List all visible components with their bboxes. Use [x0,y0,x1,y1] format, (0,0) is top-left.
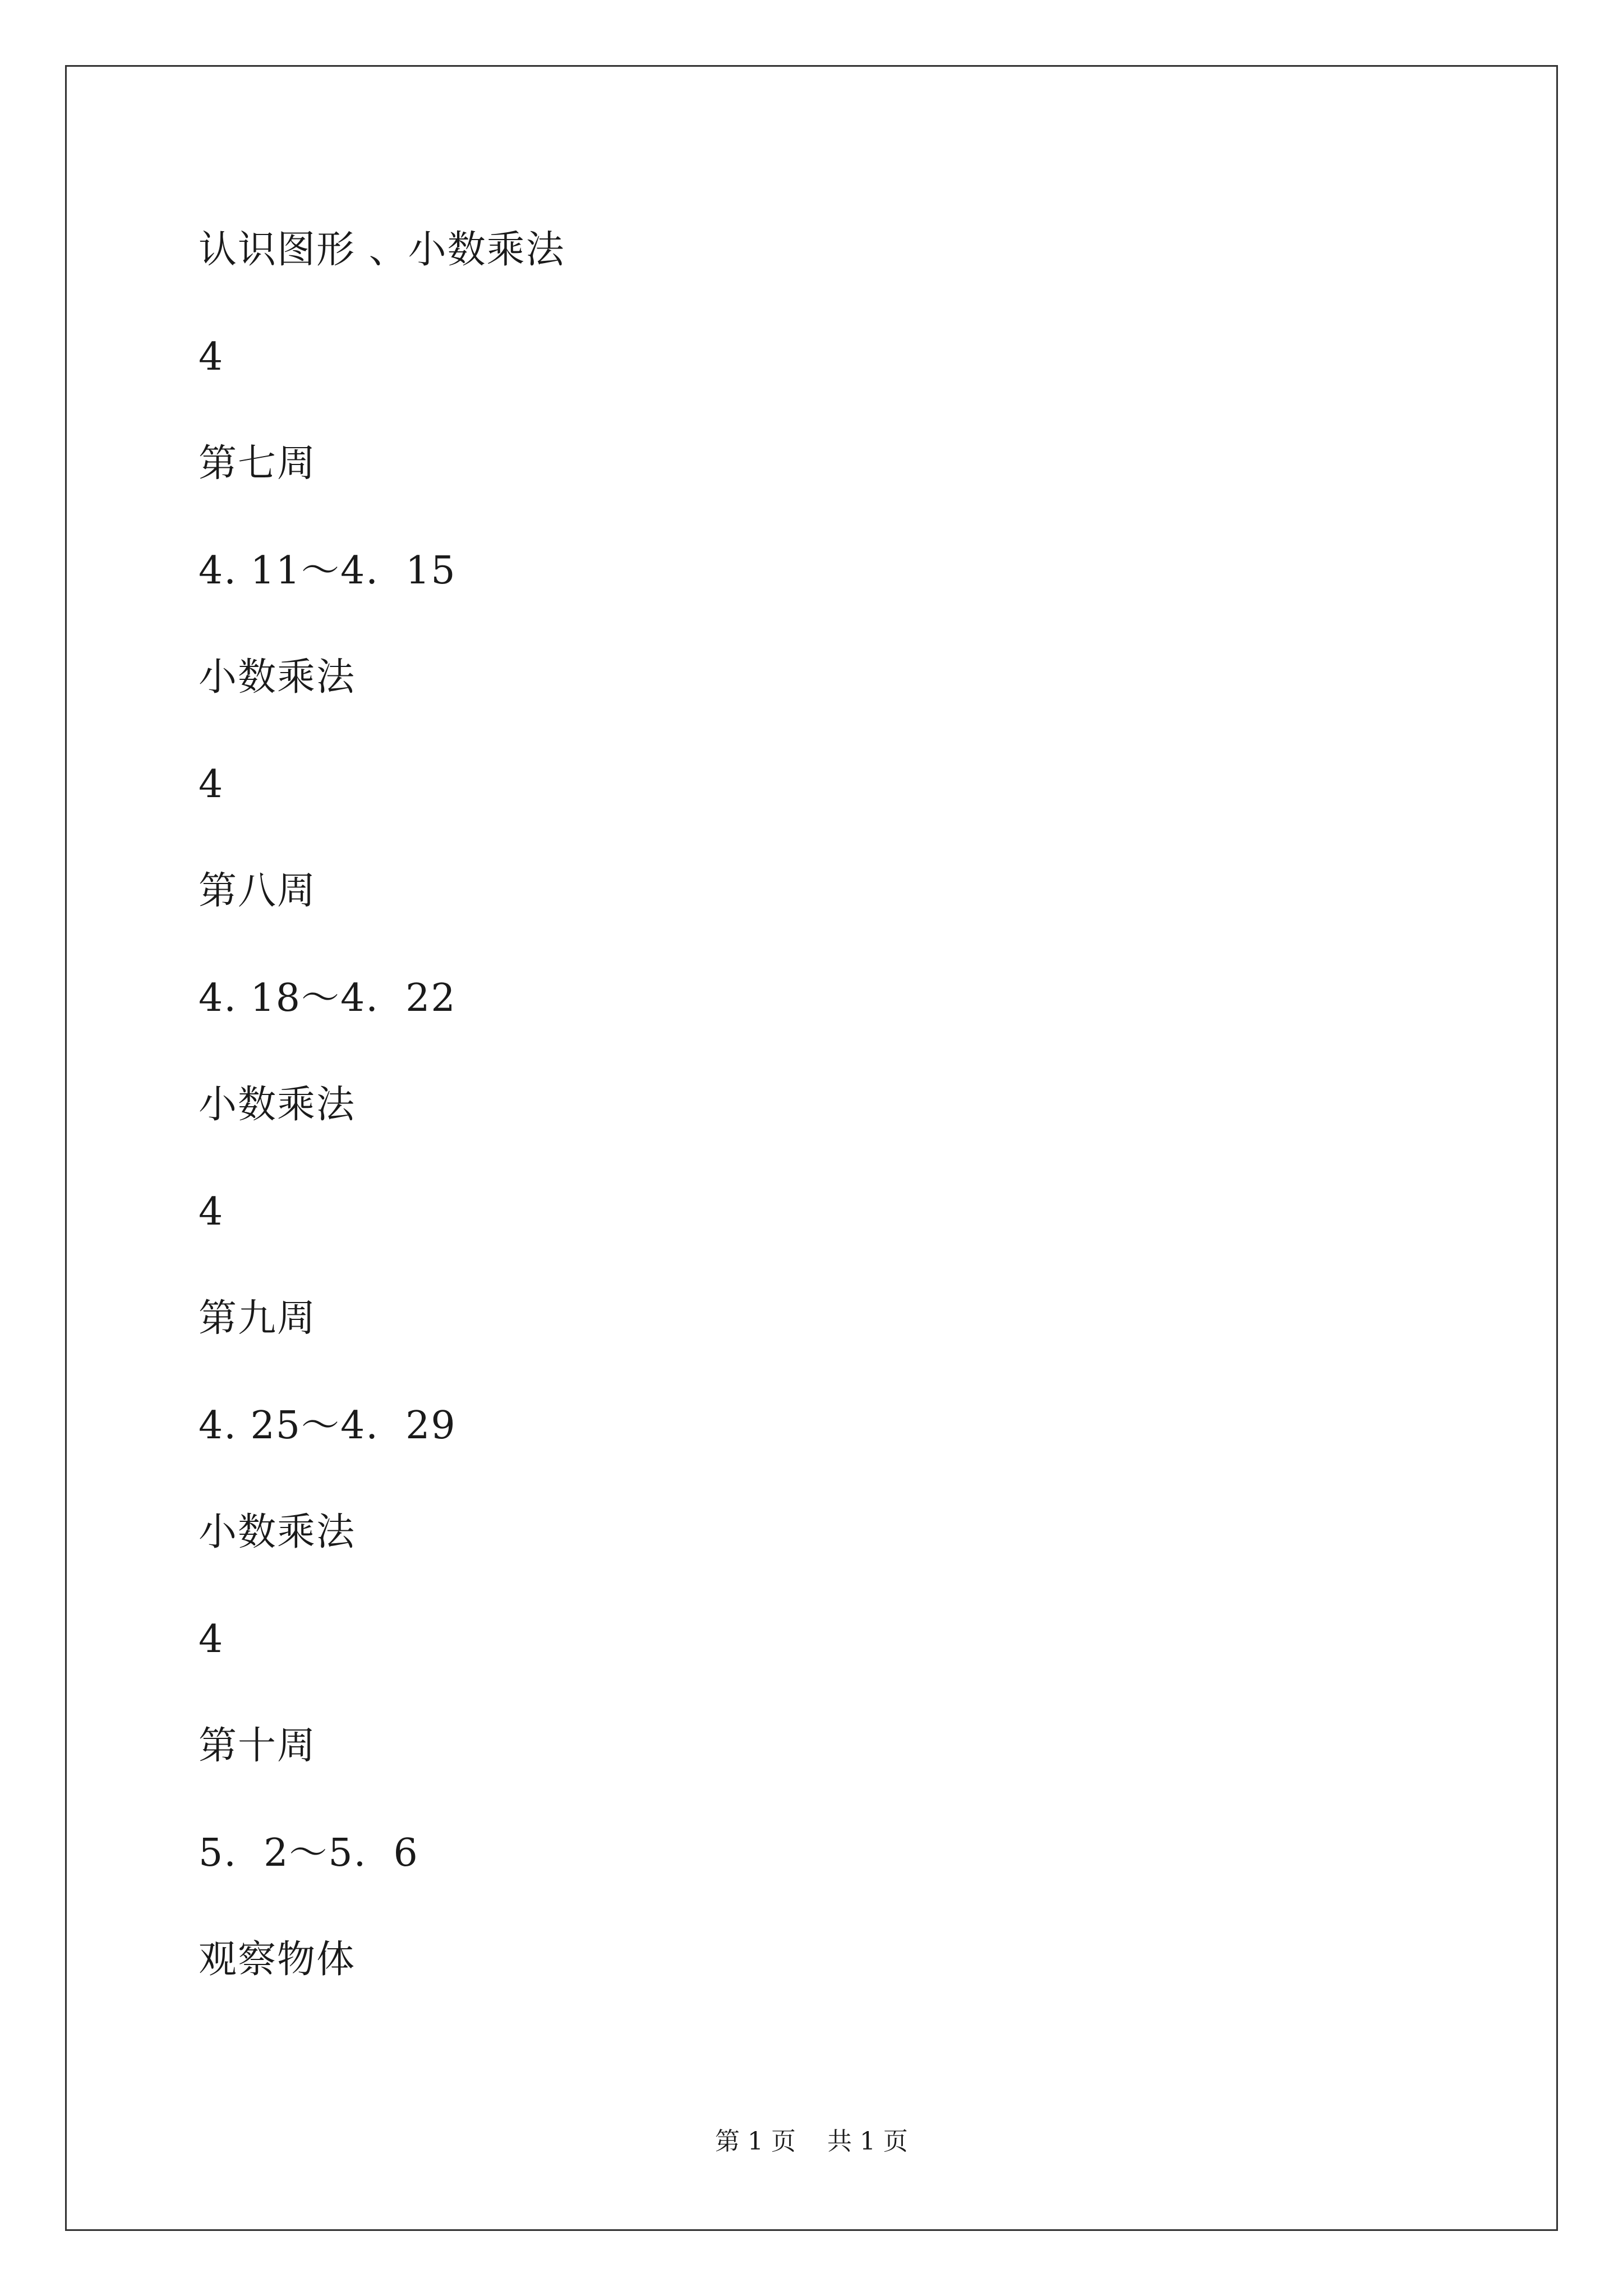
text-line-week: 第七周 [199,441,317,486]
text-line-topic: 小数乘法 [199,1083,356,1127]
text-line-topic: 认识图形 、小数乘法 [199,228,565,272]
page-border [65,65,1558,2231]
text-line-topic: 小数乘法 [199,655,356,700]
page-footer: 第 1 页 共 1 页 [715,2127,908,2156]
text-line-hours: 4 [199,1617,224,1662]
text-line-hours: 4 [199,335,224,379]
text-line-topic: 观察物体 [199,1938,356,1982]
text-line-date-range: 4. 18～4. 22 [199,976,457,1020]
text-line-week: 第十周 [199,1724,317,1768]
text-line-date-range: 5. 2～5. 6 [199,1831,419,1875]
text-line-hours: 4 [199,762,224,807]
text-line-week: 第八周 [199,869,317,913]
text-line-date-range: 4. 25～4. 29 [199,1404,457,1448]
text-line-date-range: 4. 11～4. 15 [199,549,457,593]
text-line-topic: 小数乘法 [199,1510,356,1554]
text-line-hours: 4 [199,1190,224,1234]
text-line-week: 第九周 [199,1296,317,1341]
